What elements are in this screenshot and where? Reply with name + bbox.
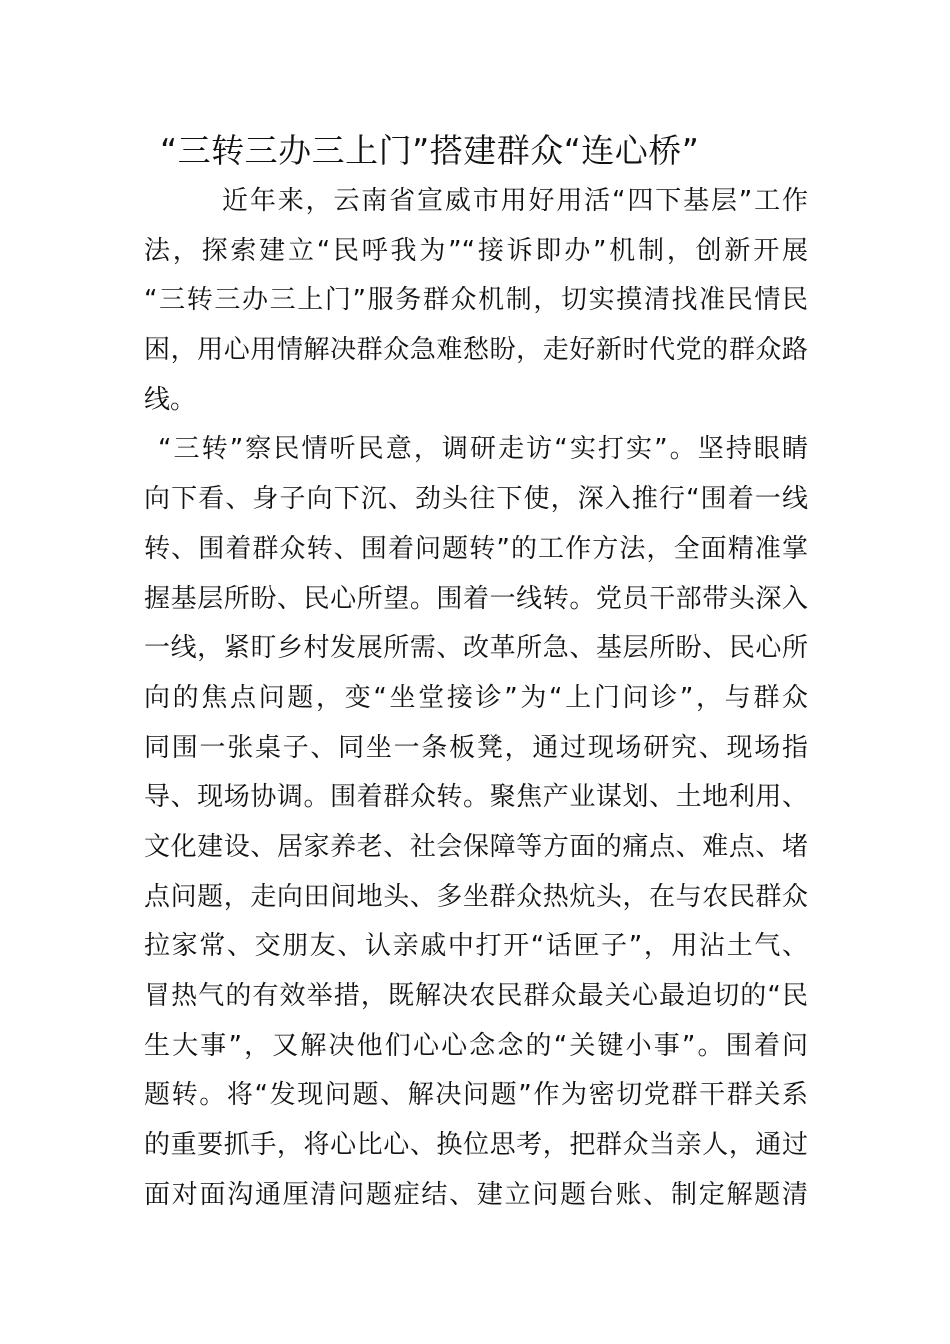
paragraph-line: 转、围着群众转、围着问题转”的工作方法，全面精准掌: [144, 533, 808, 564]
paragraph-line: “三转”察民情听民意，调研走访“实打实”。坚持眼睛: [158, 434, 808, 465]
paragraph-line: 的重要抓手，将心比心、换位思考，把群众当亲人，通过: [144, 1130, 808, 1161]
paragraph-line: 向的焦点问题，变“坐堂接诊”为“上门问诊”，与群众: [144, 682, 808, 713]
paragraph-line: 生大事”，又解决他们心心念念的“关键小事”。围着问: [144, 1030, 808, 1061]
paragraph-line: 一线，紧盯乡村发展所需、改革所急、基层所盼、民心所: [144, 633, 808, 664]
paragraph-line: 冒热气的有效举措，既解决农民群众最关心最迫切的“民: [144, 981, 808, 1011]
paragraph-line: 同围一张桌子、同坐一条板凳，通过现场研究、现场指: [144, 732, 808, 763]
paragraph-line: 拉家常、交朋友、认亲戚中打开“话匣子”，用沾土气、: [144, 931, 808, 962]
paragraph-line: 向下看、身子向下沉、劲头往下使，深入推行“围着一线: [144, 484, 808, 515]
paragraph-line: 面对面沟通厘清问题症结、建立问题台账、制定解题清: [144, 1179, 808, 1210]
paragraph-line: 导、现场协调。围着群众转。聚焦产业谋划、土地利用、: [144, 782, 808, 813]
document-body: [144, 177, 808, 1220]
paragraph-line: 困，用心用情解决群众急难愁盼，走好新时代党的群众路: [144, 335, 808, 366]
paragraph-line: 法，探索建立“民呼我为”“接诉即办”机制，创新开展: [144, 235, 808, 266]
document-title: “三转三办三上门”搭建群众“连心桥”: [160, 131, 700, 170]
paragraph-line: 文化建设、居家养老、社会保障等方面的痛点、难点、堵: [144, 831, 808, 862]
paragraph-line: 点问题，走向田间地头、多坐群众热炕头，在与农民群众: [144, 881, 808, 912]
paragraph-line: 握基层所盼、民心所望。围着一线转。党员干部带头深入: [144, 583, 808, 614]
paragraph-line: “三转三办三上门”服务群众机制，切实摸清找准民情民: [144, 285, 808, 316]
paragraph-1: [144, 177, 808, 425]
paragraph-line: 近年来，云南省宣威市用好用活“四下基层”工作: [222, 186, 808, 216]
paragraph-line: 线。: [144, 384, 197, 415]
paragraph-line: 题转。将“发现问题、解决问题”作为密切党群干群关系: [144, 1080, 808, 1111]
paragraph-2: [144, 425, 808, 1220]
